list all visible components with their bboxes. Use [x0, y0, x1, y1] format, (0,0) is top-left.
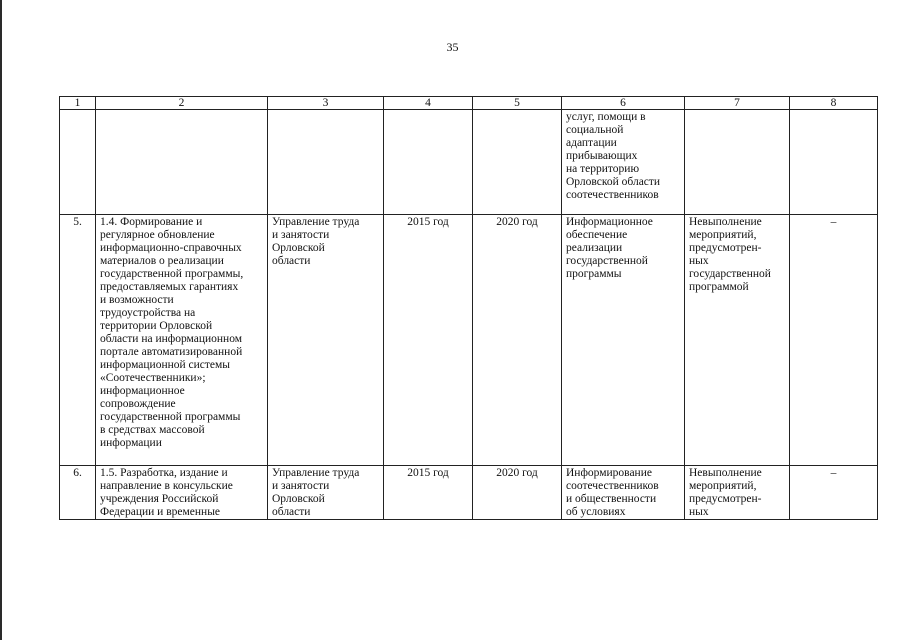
expected-result: Информационное обеспечение реализации государственной программы	[562, 215, 685, 466]
cont-cell-1	[60, 110, 96, 215]
header-col-3: 3	[268, 97, 384, 110]
cont-cell-3	[268, 110, 384, 215]
start-year: 2015 год	[384, 466, 473, 520]
indicator-link: –	[790, 215, 878, 466]
responsible-executor: Управление труда и занятости Орловской области	[268, 215, 384, 466]
cont-cell-4	[384, 110, 473, 215]
page-edge-rule	[0, 0, 2, 640]
measure-description: 1.4. Формирование и регулярное обновление информационно-справочных материалов о реализации государственной программы, предоставляемых гарантиях и возможности трудоустройства на территории Орловской области на информационном портале автоматизированной информационной системы «Соотечественники»; информационное сопровождение государственной программы в средствах массовой информации	[96, 215, 268, 466]
measures-table	[59, 96, 878, 520]
expected-result: Информирование соотечественников и общественности об условиях	[562, 466, 685, 520]
cont-cell-result: услуг, помощи в социальной адаптации прибывающих на территорию Орловской области соотечественников	[562, 110, 685, 215]
measure-description: 1.5. Разработка, издание и направление в консульские учреждения Российской Федерации и временные	[96, 466, 268, 520]
cont-cell-5	[473, 110, 562, 215]
table-row-continuation	[60, 110, 878, 215]
table-row	[60, 215, 878, 466]
header-col-1: 1	[60, 97, 96, 110]
header-row	[60, 97, 878, 110]
row-number: 6.	[60, 466, 96, 520]
row-number: 5.	[60, 215, 96, 466]
header-col-6: 6	[562, 97, 685, 110]
non-fulfillment-consequences: Невыполнение мероприятий, предусмотрен- ных	[685, 466, 790, 520]
header-col-8: 8	[790, 97, 878, 110]
end-year: 2020 год	[473, 466, 562, 520]
header-col-2: 2	[96, 97, 268, 110]
cont-cell-8	[790, 110, 878, 215]
responsible-executor: Управление труда и занятости Орловской области	[268, 466, 384, 520]
start-year: 2015 год	[384, 215, 473, 466]
cont-cell-7	[685, 110, 790, 215]
cont-cell-2	[96, 110, 268, 215]
header-col-5: 5	[473, 97, 562, 110]
table-row	[60, 466, 878, 520]
header-col-4: 4	[384, 97, 473, 110]
page-number: 35	[446, 40, 459, 54]
end-year: 2020 год	[473, 215, 562, 466]
non-fulfillment-consequences: Невыполнение мероприятий, предусмотрен- ных государственной программой	[685, 215, 790, 466]
indicator-link: –	[790, 466, 878, 520]
header-col-7: 7	[685, 97, 790, 110]
